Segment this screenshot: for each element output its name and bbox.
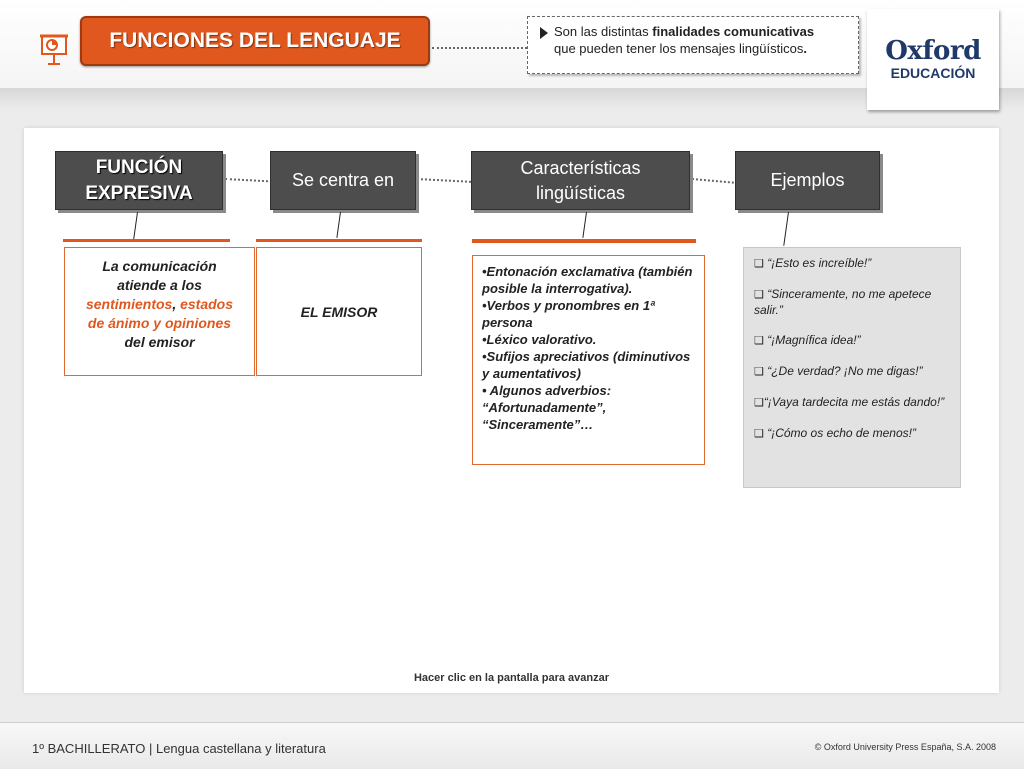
title-connector — [432, 47, 527, 49]
checkbox-icon: ❑ — [754, 428, 764, 440]
logo-name: Oxford — [885, 36, 981, 66]
oxford-logo — [867, 9, 999, 110]
header-caracteristicas — [471, 151, 690, 210]
header-line: Características — [520, 157, 641, 178]
column-underline — [63, 239, 230, 242]
feature-item: •Léxico valorativo. — [482, 332, 597, 347]
feature-item: •Sufijos apreciativos (diminutivos y aumentativos) — [482, 349, 691, 381]
example-text: “¡Esto es increíble!” — [767, 256, 872, 270]
content-panel — [24, 128, 999, 693]
header-line: EXPRESIVA — [85, 182, 193, 204]
header-se-centra-en — [270, 151, 416, 210]
definition-comma: , — [172, 296, 177, 312]
header-connector — [692, 178, 734, 184]
example-item — [754, 426, 950, 442]
checkbox-icon: ❑ — [754, 397, 764, 409]
definition-text: del emisor — [124, 334, 195, 350]
feature-item: •Entonación exclamativa (también posible la interrogativa). — [482, 264, 693, 296]
copyright-text: © Oxford University Press España, S.A. 2008 — [814, 742, 996, 752]
presentation-icon — [38, 30, 70, 66]
course-label: 1º BACHILLERATO | Lengua castellana y literatura — [32, 741, 326, 756]
leader-line — [783, 212, 789, 246]
header-label: Se centra en — [291, 170, 395, 190]
definition-note — [527, 16, 859, 74]
example-text: “Sinceramente, no me apetece salir.” — [754, 287, 932, 317]
header-connector — [225, 178, 272, 182]
arrow-right-icon — [540, 27, 548, 39]
header-label: Ejemplos — [770, 170, 845, 190]
checkbox-icon: ❑ — [754, 289, 764, 301]
example-text: “¿De verdad? ¡No me digas!” — [767, 364, 923, 378]
note-text-before: Son las distintas — [554, 24, 653, 39]
header-connector — [417, 178, 471, 183]
feature-item: • Algunos adverbios: “Afortunadamente”, “Sinceramente”… — [482, 383, 612, 432]
example-text: “¡Magnífica idea!” — [767, 333, 861, 347]
focus-text: EL EMISOR — [300, 304, 378, 320]
examples-card — [743, 247, 961, 488]
checkbox-icon: ❑ — [754, 258, 764, 270]
column-underline — [472, 239, 696, 243]
features-card — [472, 255, 705, 465]
header-line: lingüísticas — [535, 182, 626, 203]
definition-text: La comunicación atiende a los — [102, 258, 217, 293]
leader-line — [133, 212, 138, 240]
example-item — [754, 333, 950, 349]
advance-hint[interactable]: Hacer clic en la pantalla para avanzar — [413, 672, 610, 684]
leader-line — [336, 212, 341, 238]
checkbox-icon: ❑ — [754, 366, 764, 378]
note-period: . — [803, 41, 807, 56]
definition-highlight: estados de ánimo y opiniones — [87, 296, 234, 331]
example-text: “¡Vaya tardecita me estás dando!” — [763, 395, 945, 409]
example-item — [754, 364, 950, 380]
logo-subtitle: EDUCACIÓN — [890, 65, 976, 81]
note-text-bold: finalidades comunicativas — [652, 24, 815, 39]
feature-item: •Verbos y pronombres en 1ª persona — [482, 298, 655, 330]
definition-highlight: sentimientos — [85, 296, 173, 312]
header-funcion-expresiva — [55, 151, 223, 210]
function-definition-card — [64, 247, 255, 376]
footer-bar — [0, 722, 1024, 769]
example-item — [754, 395, 950, 411]
focus-card — [256, 247, 422, 376]
note-text-after: que pueden tener los mensajes lingüísticos — [554, 41, 804, 56]
example-text: “¡Cómo os echo de menos!” — [767, 426, 916, 440]
leader-line — [582, 212, 587, 238]
checkbox-icon: ❑ — [754, 335, 764, 347]
example-item — [754, 287, 950, 318]
header-ejemplos — [735, 151, 880, 210]
page-title: FUNCIONES DEL LENGUAJE — [80, 16, 430, 66]
example-item — [754, 256, 950, 272]
column-underline — [256, 239, 422, 242]
header-line: FUNCIÓN — [95, 156, 183, 178]
